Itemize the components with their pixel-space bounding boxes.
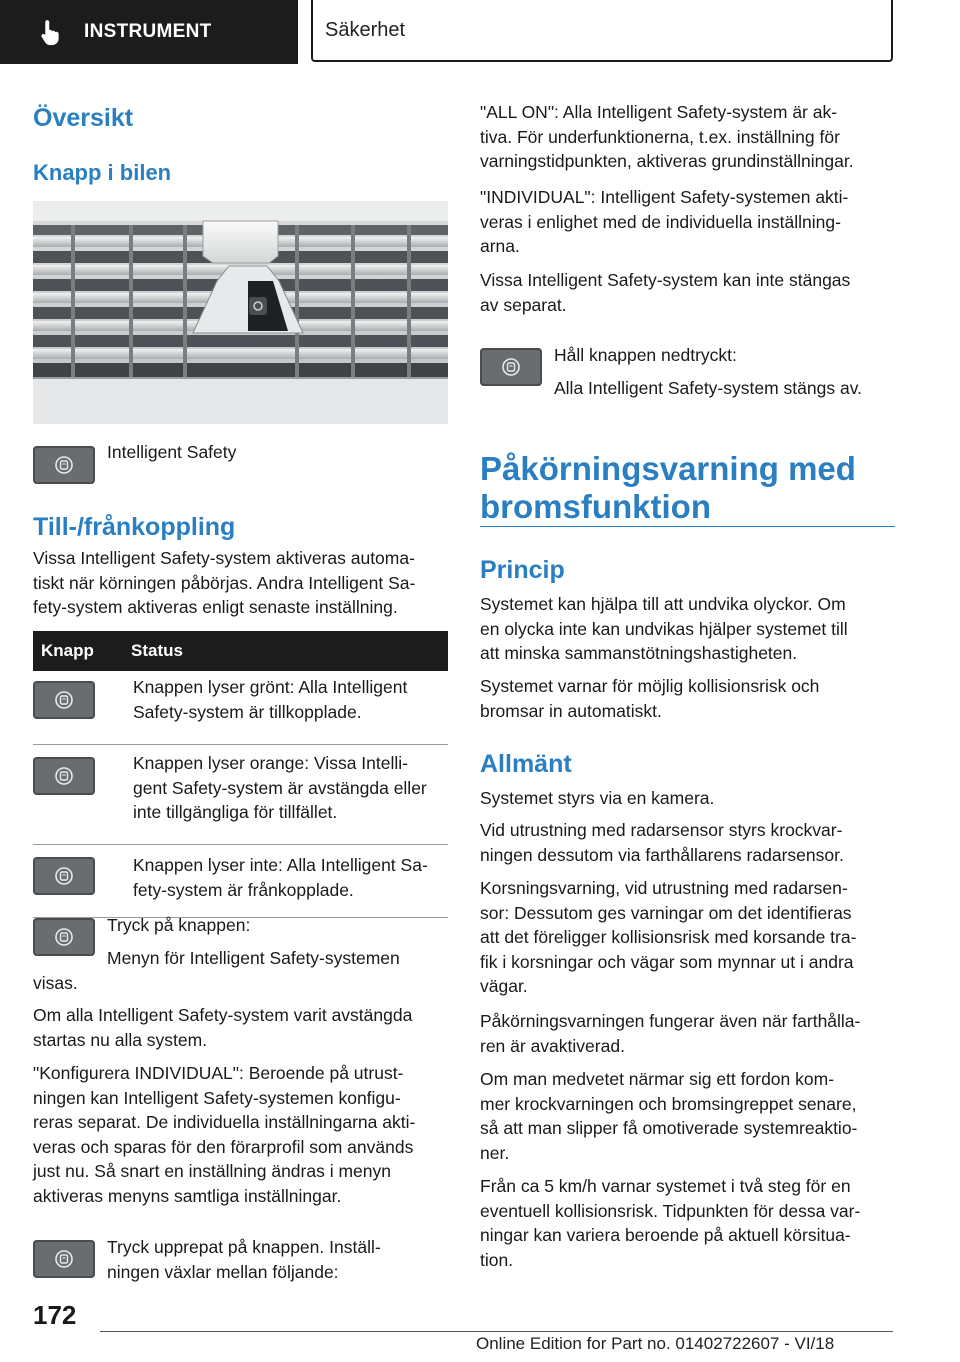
principle-paragraph-2: Systemet varnar för möjlig kollisionsrisk och bromsar in automatiskt. <box>480 676 820 721</box>
cannot-off-paragraph: Vissa Intelligent Safety-system kan inte stängas av separat. <box>480 270 851 315</box>
all-off-paragraph: Om alla Intelligent Safety-system varit avstängda startas nu alla system. <box>33 1005 413 1050</box>
section-tab <box>0 0 298 64</box>
pointing-hand-icon <box>34 15 68 49</box>
heading-principle: Princip <box>480 556 565 584</box>
intelligent-safety-icon <box>33 681 95 719</box>
table-row: Knappen lyser inte: Alla Intelligent Sa- fety-system är frånkopplade. <box>33 845 448 918</box>
config-paragraph: "Konfigurera INDIVIDUAL": Beroende på utrust- ningen kan Intelligent Safety-systemen konfigu- reras separat. De individuella inställningarna akti- veras och sparas för den förarprofil som används just nu. Så snart en inställning ändras i menyn aktiveras menyns samtliga inställningar. <box>33 1063 416 1206</box>
intelligent-safety-icon <box>480 348 542 386</box>
general-paragraph-2: Vid utrustning med radarsensor styrs krockvar- ningen dessutom via farthållarens radarsensor. <box>480 820 844 865</box>
principle-paragraph-1: Systemet kan hjälpa till att undvika olyckor. Om en olycka inte kan undvikas hjälper systemet till att minska sammanstötningshastigheten. <box>480 594 848 663</box>
heading-rule <box>480 526 895 527</box>
chapter-title: Säkerhet <box>325 18 406 41</box>
hold-result: Alla Intelligent Safety-system stängs av. <box>554 377 863 398</box>
press-instruction: Tryck på knappen: <box>107 915 251 935</box>
general-paragraph-4: Påkörningsvarningen fungerar även när farthålla- ren är avaktiverad. <box>480 1011 861 1056</box>
section-heading-collision: Påkörningsvarning med bromsfunktion <box>480 450 856 525</box>
footer-rule <box>100 1331 893 1332</box>
intelligent-safety-icon <box>33 1240 95 1278</box>
all-on-paragraph: "ALL ON": Alla Intelligent Safety-system är ak- tiva. För underfunktionerna, t.ex. inställning för varningstidpunkten, aktiveras grundinställningar. <box>480 102 854 171</box>
edition-text: Online Edition for Part no. 01402722607 - VI/18 <box>476 1334 835 1353</box>
status-table <box>33 631 448 918</box>
button-caption: Intelligent Safety <box>107 442 237 462</box>
heading-toggle: Till-/frånkoppling <box>33 513 236 541</box>
chapter-tab <box>311 0 893 62</box>
hold-instruction: Håll knappen nedtryckt: <box>554 345 737 365</box>
intelligent-safety-icon <box>33 918 95 956</box>
intelligent-safety-icon <box>33 446 95 484</box>
table-header-status: Status <box>123 631 448 671</box>
subtitle: Knapp i bilen <box>33 160 172 185</box>
general-paragraph-6: Från ca 5 km/h varnar systemet i två steg för en eventuell kollisionsrisk. Tidpunkten för dessa var- ningar kan variera beroende på aktuell körsitua- tion. <box>480 1176 861 1270</box>
menu-appears: Menyn för Intelligent Safety-systemen <box>107 947 400 968</box>
table-row: Knappen lyser orange: Vissa Intelli- gent Safety-system är avstängda eller inte tillgängliga för tillfället. <box>33 745 448 845</box>
general-paragraph-5: Om man medvetet närmar sig ett fordon kom- mer krockvarningen och bromsingreppet senare, så att man slipper få omotiverade systemreaktio- ner. <box>480 1069 858 1163</box>
section-title: INSTRUMENT <box>84 21 212 42</box>
general-paragraph-3: Korsningsvarning, vid utrustning med radarsen- sor: Dessutom ges varningar om det identifieras att det föreligger kollisionsrisk med korsande tra- fik i korsningar och vägar som mynnar ut i andra vägar. <box>480 878 857 996</box>
car-grille-illustration <box>33 201 448 424</box>
table-row: Knappen lyser grönt: Alla Intelligent Safety-system är tillkopplade. <box>33 671 448 745</box>
intelligent-safety-icon <box>33 757 95 795</box>
toggle-paragraph: Vissa Intelligent Safety-system aktiveras automa- tiskt när körningen påbörjas. Andra Intelligent Sa- fety-system aktiveras enligt senaste inställning. <box>33 548 416 617</box>
heading-general: Allmänt <box>480 750 572 778</box>
press-repeat-paragraph: Tryck upprepat på knappen. Inställ- ningen växlar mellan följande: <box>107 1237 381 1282</box>
page-number: 172 <box>33 1300 77 1330</box>
table-header-knapp: Knapp <box>33 631 123 671</box>
general-paragraph-1: Systemet styrs via en kamera. <box>480 788 715 808</box>
individual-paragraph: "INDIVIDUAL": Intelligent Safety-systemen akti- veras i enlighet med de individuella inställning- arna. <box>480 187 849 256</box>
intelligent-safety-icon <box>33 857 95 895</box>
page-title: Översikt <box>33 104 134 132</box>
